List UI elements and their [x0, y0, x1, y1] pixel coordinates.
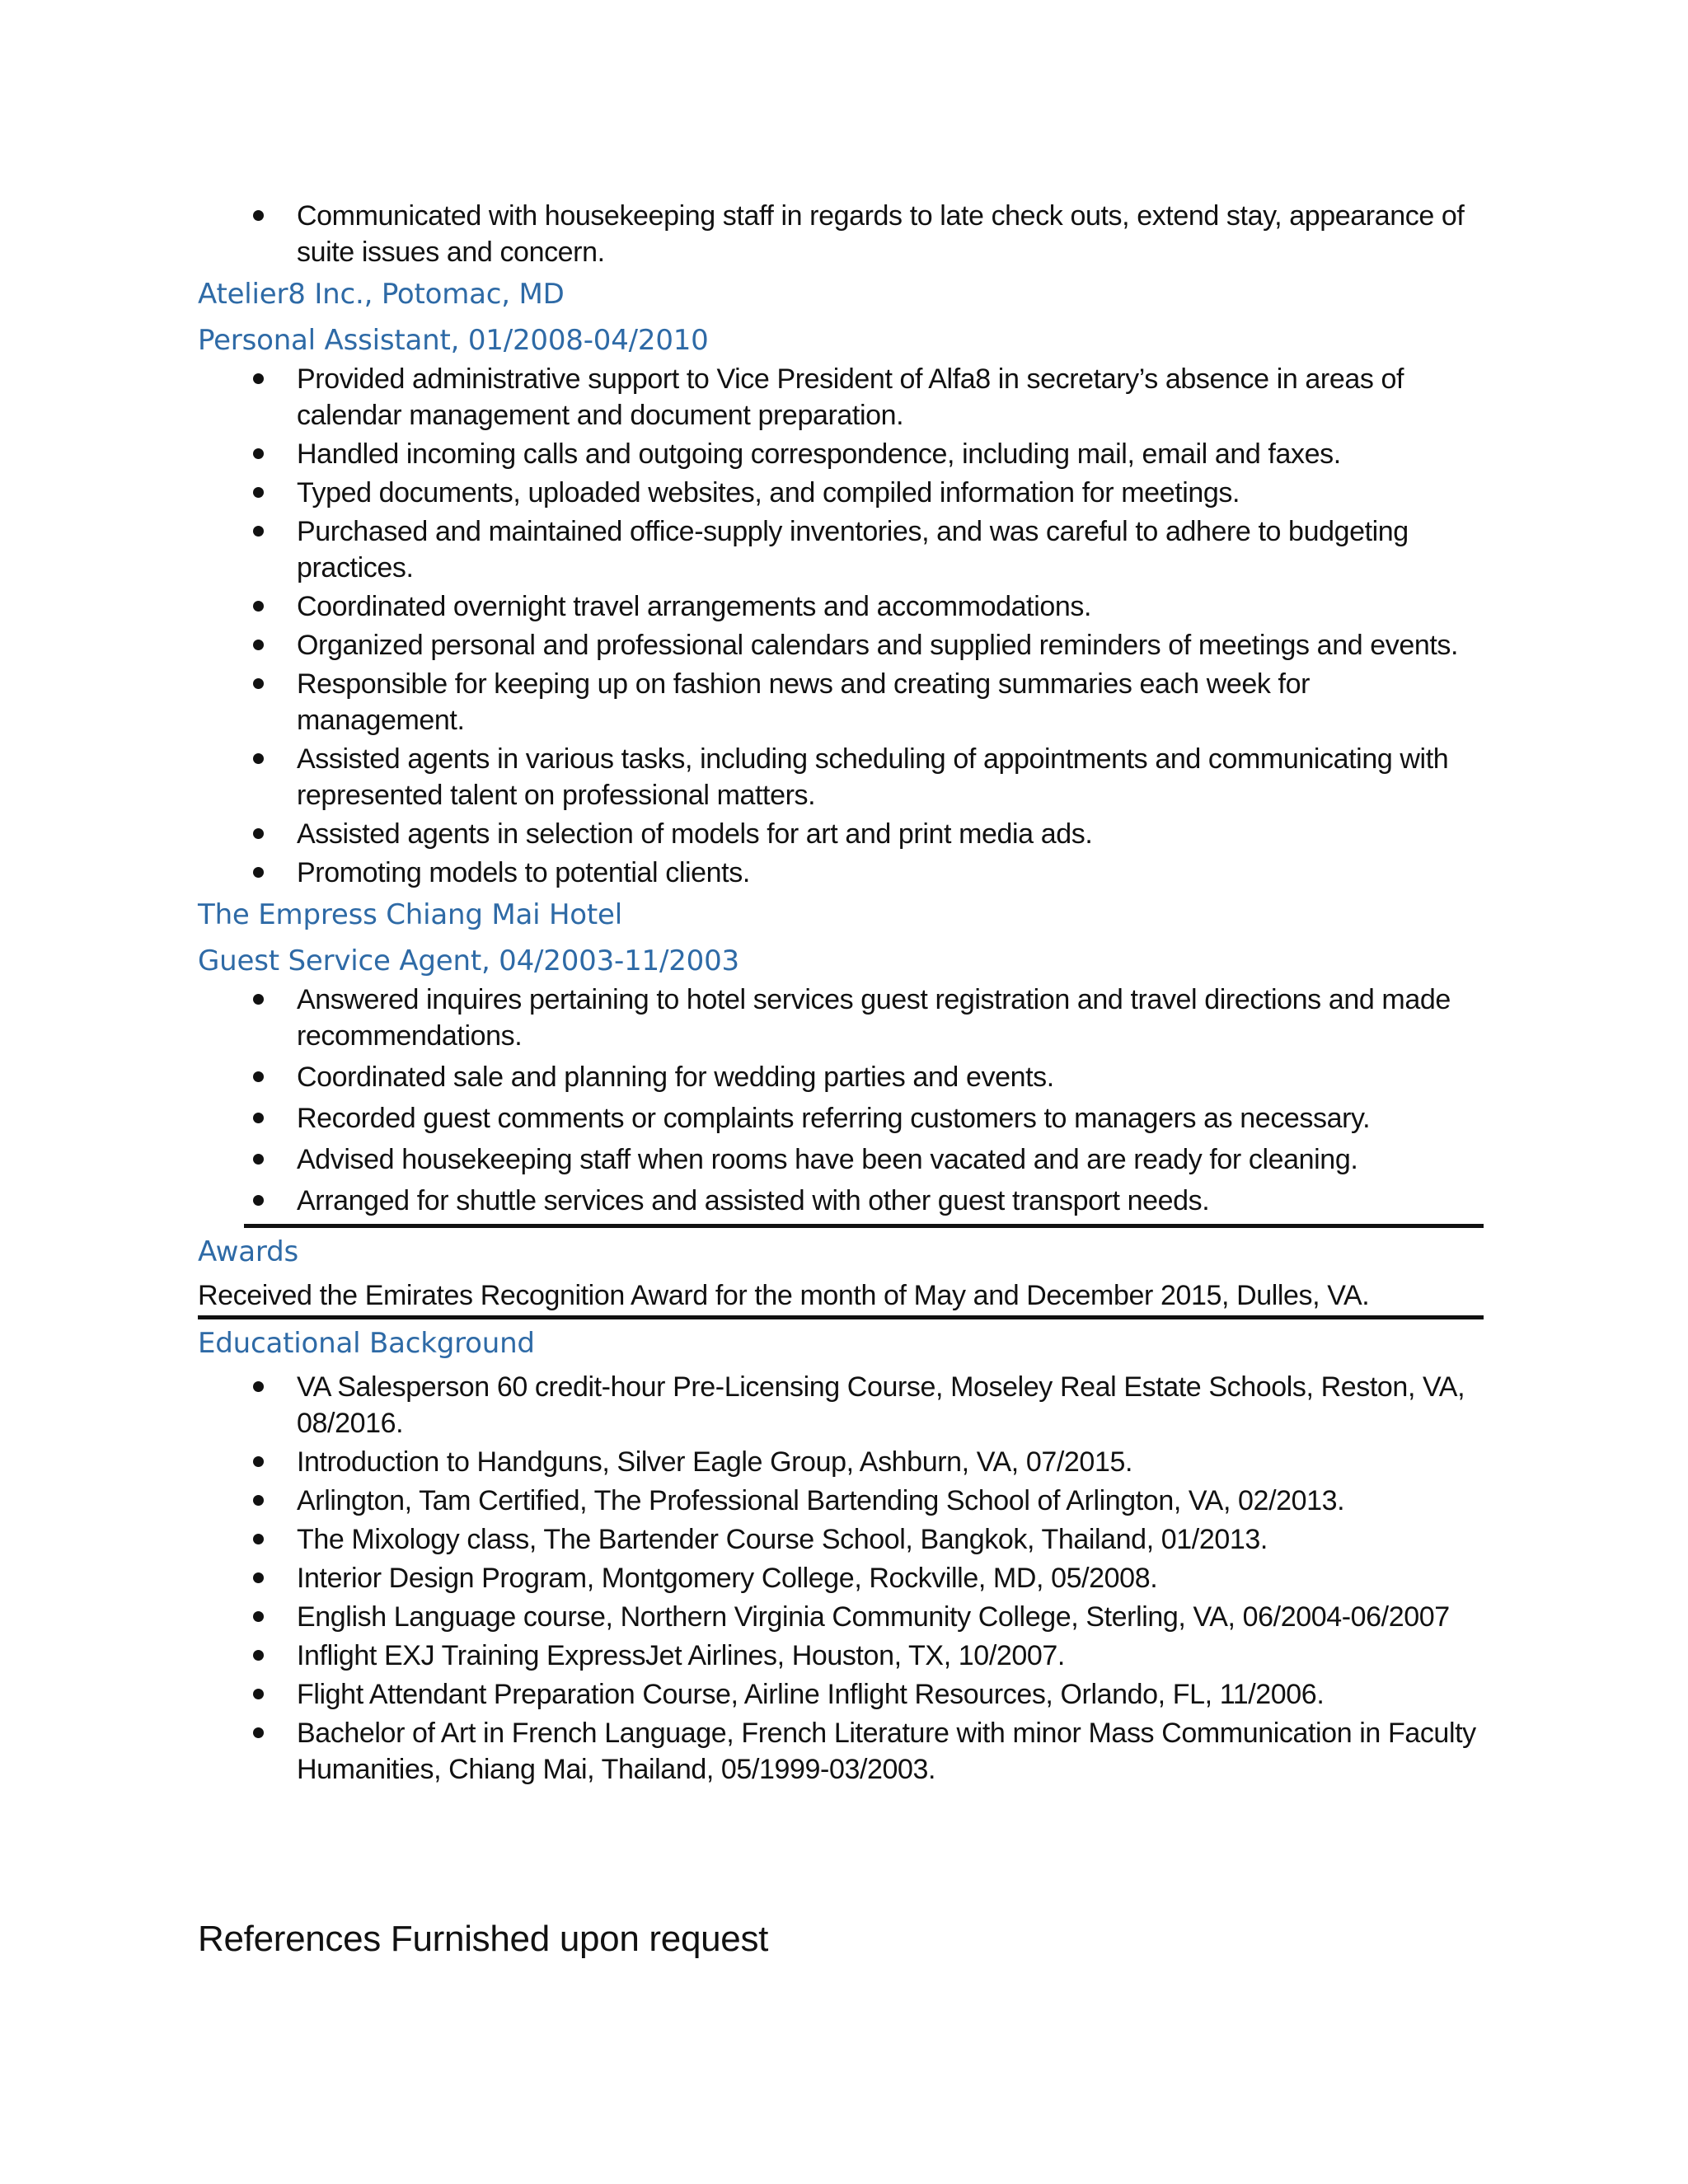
bullet-dot-icon	[253, 1381, 264, 1392]
list-item	[198, 513, 1484, 586]
bullet-dot-icon	[253, 828, 264, 839]
company-heading-empress: The Empress Chiang Mai Hotel	[198, 898, 623, 931]
bullet-dot-icon	[253, 448, 264, 459]
company-heading-atelier: Atelier8 Inc., Potomac, MD	[198, 278, 565, 311]
resume-page	[198, 198, 1484, 1790]
list-item	[198, 436, 1484, 472]
bullet-dot-icon	[253, 1611, 264, 1622]
bullet-dot-icon	[253, 1195, 264, 1206]
bullet-text: Typed documents, uploaded websites, and compiled information for meetings.	[297, 477, 1240, 509]
bullet-text: Bachelor of Art in French Language, French Literature with minor Mass Communication in Faculty Humanities, Chiang Mai, Thailand, 05/1999-03/2003.	[297, 1718, 1476, 1785]
list-item	[198, 1715, 1484, 1788]
section-divider	[244, 1224, 1484, 1228]
bullet-dot-icon	[253, 1113, 264, 1123]
bullet-dot-icon	[253, 994, 264, 1005]
bullet-text: Promoting models to potential clients.	[297, 857, 750, 888]
atelier-bullet-list	[198, 361, 1484, 891]
bullet-text: Purchased and maintained office-supply inventories, and was careful to adhere to budgeting practices.	[297, 516, 1409, 583]
bullet-dot-icon	[253, 753, 264, 764]
bullet-text: The Mixology class, The Bartender Course School, Bangkok, Thailand, 01/2013.	[297, 1524, 1268, 1555]
bullet-text: Provided administrative support to Vice President of Alfa8 in secretary’s absence in areas of calendar management and document preparation.	[297, 363, 1404, 431]
list-item	[198, 1183, 1484, 1219]
bullet-text: Introduction to Handguns, Silver Eagle Group, Ashburn, VA, 07/2015.	[297, 1446, 1133, 1478]
list-item	[198, 741, 1484, 813]
references-note: References Furnished upon request	[198, 1919, 769, 1959]
bullet-dot-icon	[253, 1534, 264, 1544]
bullet-text: VA Salesperson 60 credit-hour Pre-Licensing Course, Moseley Real Estate Schools, Reston, VA, 08/2016.	[297, 1371, 1465, 1439]
bullet-dot-icon	[253, 1727, 264, 1738]
list-item	[198, 1059, 1484, 1095]
bullet-dot-icon	[253, 1495, 264, 1506]
bullet-dot-icon	[253, 1456, 264, 1467]
bullet-text: Assisted agents in selection of models for art and print media ads.	[297, 818, 1093, 850]
bullet-dot-icon	[253, 640, 264, 650]
education-bullet-list	[198, 1369, 1484, 1788]
bullet-dot-icon	[253, 678, 264, 689]
bullet-dot-icon	[253, 487, 264, 498]
bullet-dot-icon	[253, 526, 264, 537]
bullet-text: Arlington, Tam Certified, The Professional Bartending School of Arlington, VA, 02/2013.	[297, 1485, 1345, 1516]
bullet-text: Recorded guest comments or complaints referring customers to managers as necessary.	[297, 1103, 1371, 1134]
list-item	[198, 1444, 1484, 1480]
list-item	[198, 1521, 1484, 1558]
bullet-dot-icon	[253, 601, 264, 612]
bullet-text: Inflight EXJ Training ExpressJet Airlines, Houston, TX, 10/2007.	[297, 1640, 1065, 1671]
bullet-text: Interior Design Program, Montgomery College, Rockville, MD, 05/2008.	[297, 1563, 1158, 1594]
bullet-dot-icon	[253, 210, 264, 221]
list-item	[198, 588, 1484, 625]
bullet-text: Organized personal and professional calendars and supplied reminders of meetings and events.	[297, 630, 1459, 661]
list-item	[198, 855, 1484, 891]
bullet-dot-icon	[253, 1154, 264, 1165]
bullet-text: Communicated with housekeeping staff in regards to late check outs, extend stay, appearance of suite issues and concern.	[297, 200, 1465, 268]
bullet-text: Handled incoming calls and outgoing correspondence, including mail, email and faxes.	[297, 438, 1341, 470]
bullet-text: Coordinated sale and planning for wedding parties and events.	[297, 1062, 1054, 1093]
bullet-text: Arranged for shuttle services and assisted with other guest transport needs.	[297, 1185, 1210, 1216]
list-item	[198, 1483, 1484, 1519]
list-item	[198, 982, 1484, 1054]
list-item	[198, 198, 1484, 270]
bullet-dot-icon	[253, 1572, 264, 1583]
list-item	[198, 666, 1484, 738]
list-item	[198, 816, 1484, 852]
bullet-text: Flight Attendant Preparation Course, Airline Inflight Resources, Orlando, FL, 11/2006.	[297, 1679, 1325, 1710]
list-item	[198, 1638, 1484, 1674]
list-item	[198, 1369, 1484, 1441]
list-item	[198, 1100, 1484, 1137]
bullet-dot-icon	[253, 1071, 264, 1082]
bullet-text: Assisted agents in various tasks, including scheduling of appointments and communicating with represented talent on professional matters.	[297, 743, 1449, 811]
empress-bullet-list	[198, 982, 1484, 1219]
bullet-dot-icon	[253, 867, 264, 878]
award-text: Received the Emirates Recognition Award for the month of May and December 2015, Dulles, VA.	[198, 1280, 1370, 1311]
education-heading: Educational Background	[198, 1327, 535, 1360]
list-item	[198, 1560, 1484, 1596]
list-item	[198, 361, 1484, 434]
bullet-text: Advised housekeeping staff when rooms have been vacated and are ready for cleaning.	[297, 1144, 1358, 1175]
bullet-text: Answered inquires pertaining to hotel services guest registration and travel directions and made recommendations.	[297, 984, 1451, 1052]
list-item	[198, 627, 1484, 663]
bullet-text: Coordinated overnight travel arrangements and accommodations.	[297, 591, 1092, 622]
bullet-text: English Language course, Northern Virginia Community College, Sterling, VA, 06/2004-06/2007	[297, 1601, 1450, 1633]
awards-heading: Awards	[198, 1235, 299, 1268]
bullet-dot-icon	[253, 1650, 264, 1661]
role-heading-atelier: Personal Assistant, 01/2008-04/2010	[198, 324, 709, 357]
bullet-text: Responsible for keeping up on fashion news and creating summaries each week for management.	[297, 668, 1311, 736]
role-heading-empress: Guest Service Agent, 04/2003-11/2003	[198, 944, 739, 977]
list-item	[198, 1676, 1484, 1713]
intro-bullet-list	[198, 198, 1484, 270]
list-item	[198, 1599, 1484, 1635]
list-item	[198, 1141, 1484, 1178]
list-item	[198, 475, 1484, 511]
section-divider	[198, 1315, 1484, 1319]
bullet-dot-icon	[253, 1689, 264, 1699]
bullet-dot-icon	[253, 373, 264, 384]
